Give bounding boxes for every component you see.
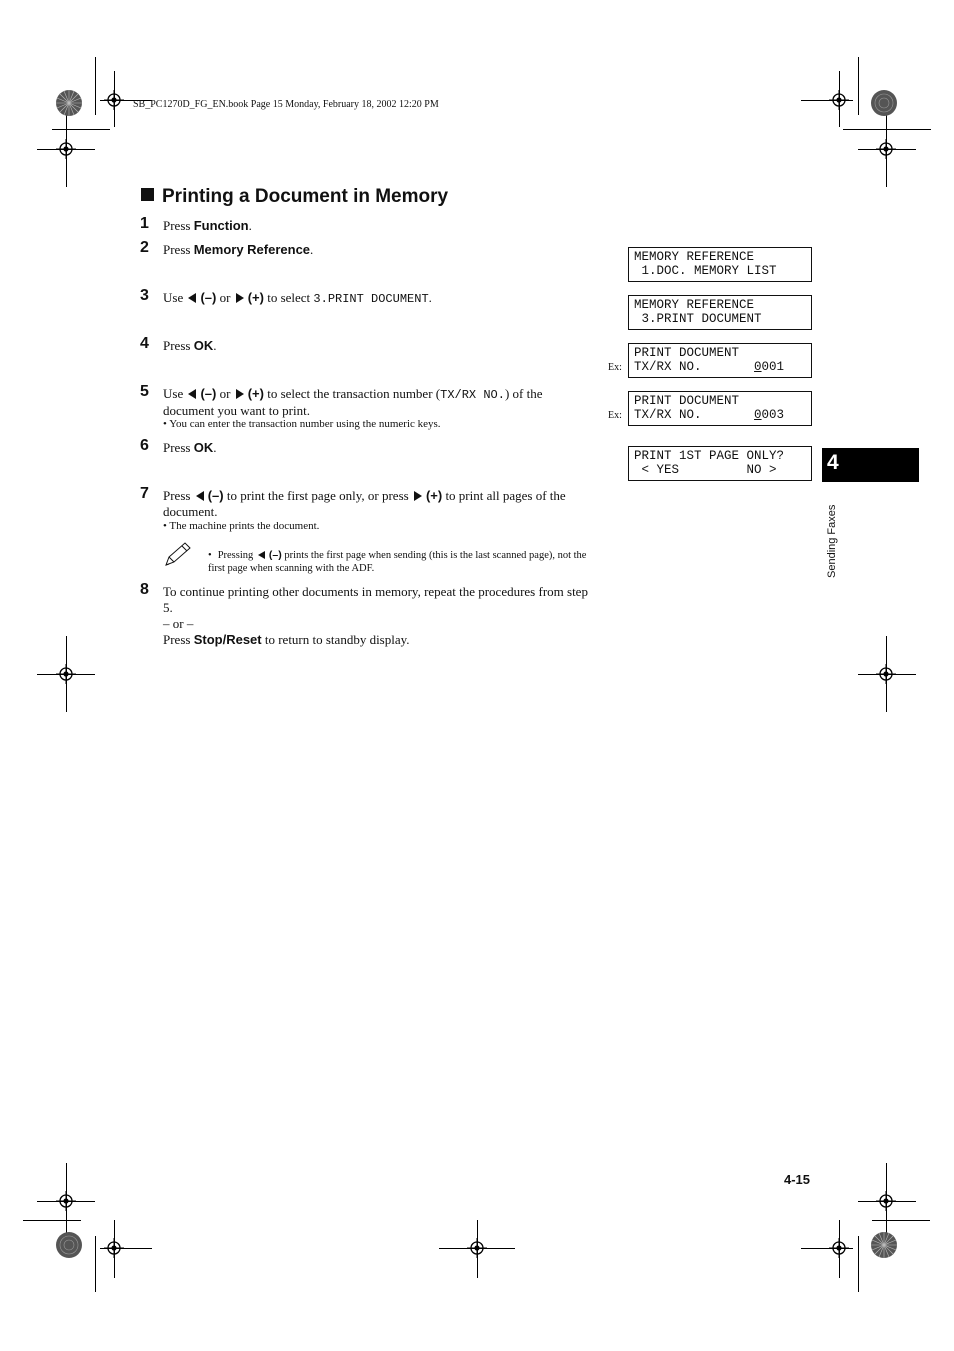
- key-memory-reference: Memory Reference: [193, 242, 311, 257]
- left-arrow-icon: [188, 293, 196, 303]
- left-arrow-icon: [188, 389, 196, 399]
- registration-mark-icon: [56, 664, 76, 684]
- menu-code: TX/RX NO.: [440, 388, 505, 402]
- section-title-text: Printing a Document in Memory: [162, 186, 449, 207]
- step-number: 2: [140, 239, 149, 256]
- step-7-text: Press (–) to print the first page only, or press (+) to print all pages of the document.: [163, 488, 566, 519]
- step-4-text: Press OK.: [163, 338, 217, 353]
- rosette-mark-icon: [870, 89, 898, 117]
- registration-mark-icon: [56, 1191, 76, 1211]
- step-1-text: Press Function.: [163, 218, 252, 233]
- key-function: Function: [193, 218, 249, 233]
- lcd-display: PRINT DOCUMENT TX/RX NO. 0003: [628, 391, 812, 426]
- cursor-digit: 0: [754, 408, 762, 422]
- cursor-digit: 0: [754, 360, 762, 374]
- lcd-display: MEMORY REFERENCE 3.PRINT DOCUMENT: [628, 295, 812, 330]
- step-number: 8: [140, 581, 149, 598]
- rosette-mark-icon: [55, 89, 83, 117]
- registration-mark-icon: [876, 1191, 896, 1211]
- key-stop-reset: Stop/Reset: [193, 632, 262, 647]
- right-arrow-icon: [414, 491, 422, 501]
- key-ok: OK: [193, 440, 214, 455]
- step-5-bullet: • You can enter the transaction number using the numeric keys.: [163, 418, 441, 430]
- chapter-side-label: Sending Faxes: [826, 504, 838, 578]
- registration-mark-icon: [829, 1238, 849, 1258]
- registration-mark-icon: [467, 1238, 487, 1258]
- page-number: 4-15: [784, 1172, 811, 1187]
- step-6-text: Press OK.: [163, 440, 217, 455]
- registration-mark-icon: [56, 139, 76, 159]
- print-header: SB_PC1270D_FG_EN.book Page 15 Monday, February 18, 2002 12:20 PM: [133, 99, 439, 110]
- step-7-bullet: • The machine prints the document.: [163, 520, 320, 532]
- lcd-display: MEMORY REFERENCE 1.DOC. MEMORY LIST: [628, 247, 812, 282]
- left-arrow-icon: [196, 491, 204, 501]
- key-ok: OK: [193, 338, 214, 353]
- step-number: 3: [140, 287, 149, 304]
- registration-mark-icon: [104, 90, 124, 110]
- note-text: • Pressing (–) prints the first page when sending (this is the last scanned page), not the first page when scanning with the ADF.: [208, 549, 587, 574]
- step-2-text: Press Memory Reference.: [163, 242, 314, 257]
- step-number: 5: [140, 383, 149, 400]
- step-8-text: To continue printing other documents in memory, repeat the procedures from step 5. – or – Press Stop/Reset to return to standby display.: [163, 584, 588, 647]
- lcd-display: PRINT DOCUMENT TX/RX NO. 0001: [628, 343, 812, 378]
- rosette-mark-icon: [870, 1231, 898, 1259]
- registration-mark-icon: [829, 90, 849, 110]
- section-title: [141, 186, 448, 208]
- lcd-display: PRINT 1ST PAGE ONLY? < YES NO >: [628, 446, 812, 481]
- right-arrow-icon: [236, 293, 244, 303]
- menu-code: 3.PRINT DOCUMENT: [313, 292, 429, 306]
- registration-mark-icon: [876, 664, 896, 684]
- step-number: 6: [140, 437, 149, 454]
- registration-mark-icon: [876, 139, 896, 159]
- step-3-text: Use (–) or (+) to select 3.PRINT DOCUMENT.: [163, 290, 432, 306]
- rosette-mark-icon: [55, 1231, 83, 1259]
- step-number: 1: [140, 215, 149, 232]
- registration-mark-icon: [104, 1238, 124, 1258]
- step-number: 4: [140, 335, 149, 352]
- chapter-number: 4: [827, 451, 839, 474]
- square-bullet-icon: [141, 188, 154, 201]
- step-5-text: Use (–) or (+) to select the transaction number (TX/RX NO.) of the document you want to print.: [163, 386, 543, 418]
- note-pencil-icon: [163, 541, 193, 569]
- left-arrow-icon: [258, 551, 265, 559]
- step-number: 7: [140, 485, 149, 502]
- example-label: Ex:: [608, 362, 622, 373]
- right-arrow-icon: [236, 389, 244, 399]
- example-label: Ex:: [608, 410, 622, 421]
